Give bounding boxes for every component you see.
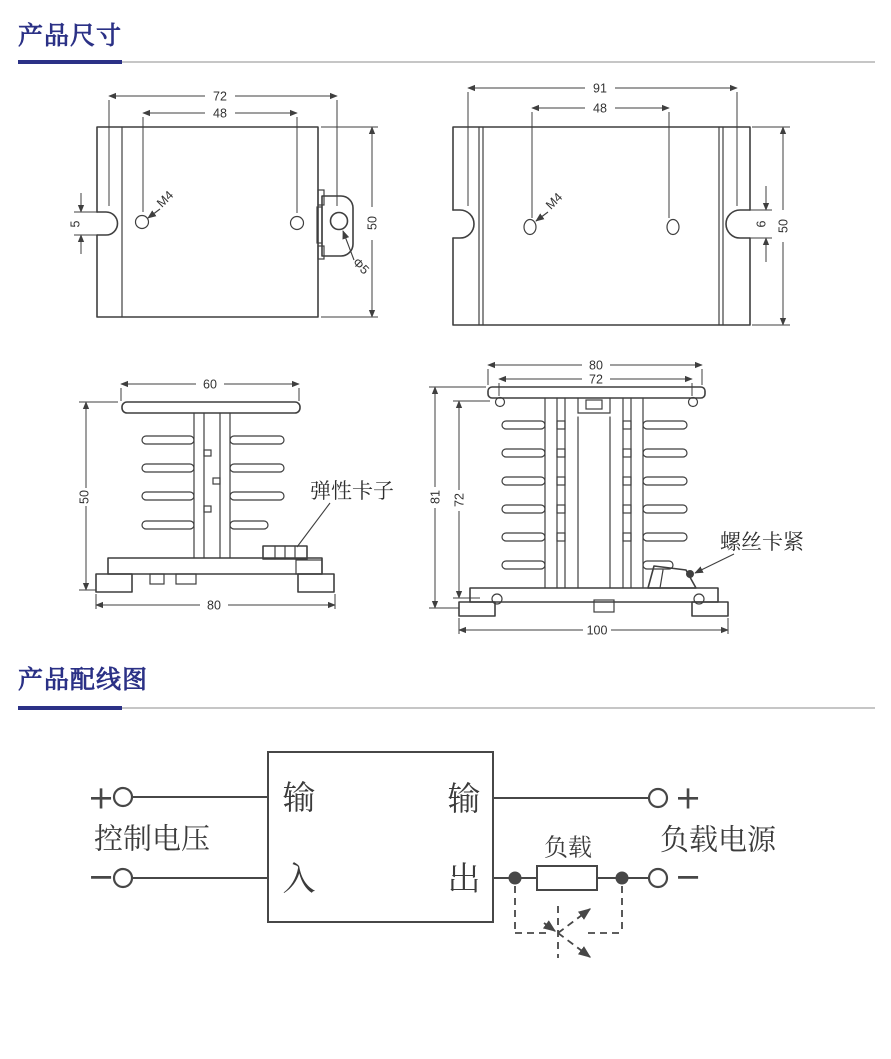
dimension-60 — [121, 377, 299, 401]
load-side — [493, 779, 777, 896]
left-foot — [96, 574, 132, 592]
drawing-three-phase-panel — [430, 75, 800, 345]
dim-label-72: 72 — [213, 89, 227, 104]
din-rail-base — [96, 558, 334, 592]
drawing-heatsink-large — [425, 345, 845, 640]
heatsink-profile — [96, 402, 334, 592]
left-foot — [459, 602, 495, 616]
drawing-single-phase-panel — [55, 75, 405, 340]
clip-label: 弹性卡子 — [310, 480, 394, 503]
title-underline-gray-2 — [18, 707, 875, 709]
m4-hole-right — [291, 217, 304, 230]
tab-notch-top — [318, 190, 324, 205]
m4-hole-left — [524, 220, 536, 235]
relay-input-char-top: 输 — [282, 778, 316, 816]
clip-callout — [297, 480, 394, 547]
section-title-dimensions: 产品尺寸 — [18, 22, 123, 50]
dimension-6 — [750, 186, 772, 262]
dimension-72-top — [499, 372, 692, 396]
dimension-91 — [468, 81, 737, 206]
relay-input-char-bottom: 入 — [282, 859, 316, 897]
panel-body — [453, 127, 750, 325]
drawing-heatsink-small — [60, 355, 410, 630]
dim-label-6: 6 — [754, 220, 769, 228]
clamp-label: 螺丝卡紧 — [720, 531, 804, 554]
protection-branch-dashed — [515, 886, 622, 958]
dim-label-48: 48 — [213, 106, 227, 121]
dim-label-80: 80 — [207, 598, 221, 613]
inner-fins — [204, 450, 220, 512]
dim-label-91: 91 — [593, 81, 607, 96]
phi5-hole — [331, 213, 348, 230]
panel-body — [97, 127, 353, 317]
junction-dot-right — [616, 872, 629, 885]
control-plus-sign: + — [87, 778, 115, 817]
dimension-100 — [459, 618, 728, 637]
right-fins — [643, 421, 687, 569]
clamp-callout — [695, 531, 804, 573]
title-underline-navy-2 — [18, 706, 122, 710]
inner-fins — [557, 421, 631, 541]
junction-dot-left — [509, 872, 522, 885]
dimension-50 — [77, 402, 118, 590]
top-plate — [488, 387, 705, 398]
m4-label: M4 — [543, 190, 566, 213]
control-minus-terminal — [114, 869, 132, 887]
m4-hole-right — [667, 220, 679, 235]
right-foot — [298, 574, 334, 592]
dimension-5 — [68, 193, 97, 254]
section-title-wiring: 产品配线图 — [18, 666, 149, 694]
left-fins — [142, 436, 194, 529]
relay-output-char-bottom: 出 — [447, 859, 481, 897]
dim-label-72-left: 72 — [452, 493, 467, 507]
load-label: 负载 — [544, 834, 592, 862]
left-slot — [453, 210, 474, 238]
load-supply-label: 负载电源 — [659, 824, 777, 857]
dim-label-80: 80 — [589, 358, 603, 373]
heatsink-profile — [459, 387, 728, 616]
load-minus-sign: − — [674, 857, 702, 896]
left-slot — [97, 212, 118, 235]
dim-label-50: 50 — [776, 219, 791, 233]
load-plus-terminal — [649, 789, 667, 807]
dimension-72-left — [452, 401, 490, 598]
load-plus-sign: + — [674, 778, 702, 817]
dim-label-72-top: 72 — [589, 372, 603, 387]
dimension-80 — [96, 594, 335, 612]
dim-label-50: 50 — [365, 216, 380, 230]
control-voltage-label: 控制电压 — [93, 823, 211, 856]
dim-label-100: 100 — [586, 623, 608, 638]
m4-hole-left — [136, 216, 149, 229]
tab-notch-bottom — [318, 246, 324, 259]
dim-label-81: 81 — [428, 490, 443, 504]
title-underline-gray — [18, 61, 875, 63]
m4-label: M4 — [154, 188, 177, 211]
dim-label-50: 50 — [77, 490, 92, 504]
left-fins — [502, 421, 545, 569]
m4-callout — [148, 188, 176, 218]
dim-label-48: 48 — [593, 101, 607, 116]
din-rail-base — [459, 588, 728, 616]
m4-callout — [536, 190, 565, 221]
load-resistor — [537, 866, 597, 890]
spring-clip — [263, 546, 322, 574]
phi5-label: Φ5 — [349, 255, 372, 278]
title-underline-navy — [18, 60, 122, 64]
wiring-diagram — [60, 730, 860, 990]
control-side — [88, 779, 268, 896]
relay-output-char-top: 输 — [447, 779, 481, 817]
dim-label-60: 60 — [203, 377, 217, 392]
control-plus-terminal — [114, 788, 132, 806]
load-minus-terminal — [649, 869, 667, 887]
dim-label-5: 5 — [68, 220, 83, 228]
control-minus-sign: − — [87, 857, 115, 896]
right-slot — [726, 210, 750, 238]
top-plate — [122, 402, 300, 413]
right-fins — [230, 436, 284, 529]
